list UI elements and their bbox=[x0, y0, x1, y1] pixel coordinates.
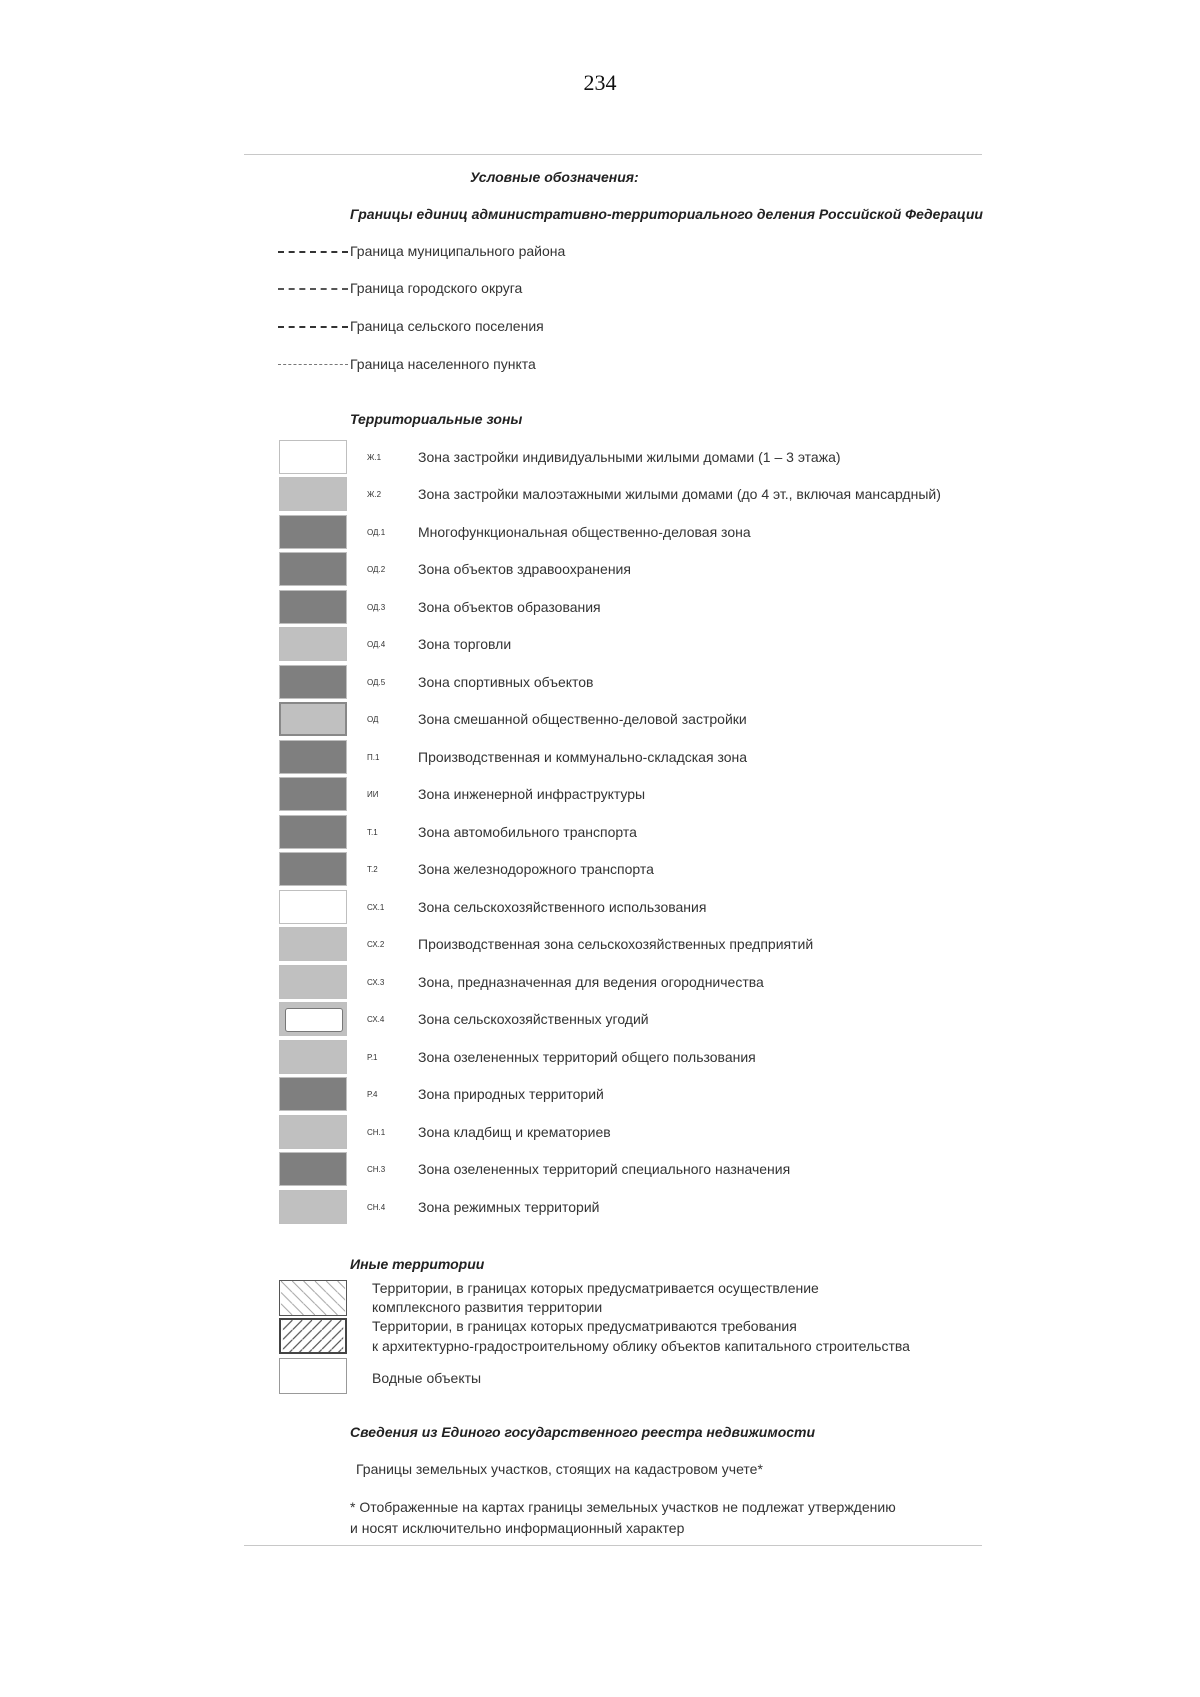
zone-swatch-zh1 bbox=[279, 440, 347, 474]
zone-label-od5: Зона спортивных объектов bbox=[418, 674, 594, 690]
hatch-swatch-complex-development bbox=[279, 1280, 347, 1316]
zone-label-ii: Зона инженерной инфраструктуры bbox=[418, 786, 646, 802]
other-label-1-line1: Территории, в границах которых предусматривается осуществление bbox=[372, 1280, 819, 1296]
zone-swatch-sh3 bbox=[279, 965, 347, 999]
zone-label-sh1: Зона сельскохозяйственного использования bbox=[418, 899, 707, 915]
zone-code-ii: ИИ bbox=[367, 790, 379, 799]
zone-code-od: ОД bbox=[367, 715, 379, 724]
boundaries-heading: Границы единиц административно-территориального деления Российской Федерации bbox=[350, 206, 983, 222]
zone-code-sn4: СН.4 bbox=[367, 1203, 386, 1212]
zone-label-sh4: Зона сельскохозяйственных угодий bbox=[418, 1011, 649, 1027]
other-label-2-line2: к архитектурно-градостроительному облику объектов капитального строительства bbox=[372, 1338, 910, 1354]
zone-label-r4: Зона природных территорий bbox=[418, 1086, 604, 1102]
boundary-line-city bbox=[278, 288, 348, 290]
bottom-divider bbox=[244, 1545, 982, 1546]
water-swatch bbox=[279, 1358, 347, 1394]
zone-label-od3: Зона объектов образования bbox=[418, 599, 601, 615]
zone-code-od1: ОД.1 bbox=[367, 528, 386, 537]
zone-label-od4: Зона торговли bbox=[418, 636, 512, 652]
zone-code-r4: Р.4 bbox=[367, 1090, 378, 1099]
zone-swatch-od5 bbox=[279, 665, 347, 699]
zone-swatch-sh1 bbox=[279, 890, 347, 924]
zone-code-od2: ОД.2 bbox=[367, 565, 386, 574]
footnote-line1: * Отображенные на картах границы земельных участков не подлежат утверждению bbox=[350, 1499, 896, 1515]
other-label-1-line2: комплексного развития территории bbox=[372, 1299, 603, 1315]
zone-code-sh1: СХ.1 bbox=[367, 903, 385, 912]
zone-swatch-sh2 bbox=[279, 927, 347, 961]
zone-swatch-sn3 bbox=[279, 1152, 347, 1186]
zone-label-od2: Зона объектов здравоохранения bbox=[418, 561, 631, 577]
zone-label-od1: Многофункциональная общественно-деловая зона bbox=[418, 524, 751, 540]
zone-label-sn1: Зона кладбищ и крематориев bbox=[418, 1124, 611, 1140]
zone-code-sn3: СН.3 bbox=[367, 1165, 386, 1174]
top-divider bbox=[244, 154, 982, 155]
zone-swatch-r4 bbox=[279, 1077, 347, 1111]
zone-code-sn1: СН.1 bbox=[367, 1128, 386, 1137]
zone-swatch-od3 bbox=[279, 590, 347, 624]
zone-code-od4: ОД.4 bbox=[367, 640, 386, 649]
zone-swatch-od1 bbox=[279, 515, 347, 549]
boundary-label-rural: Граница сельского поселения bbox=[350, 318, 544, 334]
footnote-line2: и носят исключительно информационный характер bbox=[350, 1520, 685, 1536]
egrn-item: Границы земельных участков, стоящих на кадастровом учете* bbox=[356, 1461, 763, 1477]
zone-code-sh3: СХ.3 bbox=[367, 978, 385, 987]
other-heading: Иные территории bbox=[350, 1256, 485, 1272]
zone-swatch-od2 bbox=[279, 552, 347, 586]
zone-swatch-r1 bbox=[279, 1040, 347, 1074]
zone-code-t2: Т.2 bbox=[367, 865, 378, 874]
boundary-label-municipal: Граница муниципального района bbox=[350, 243, 566, 259]
egrn-heading: Сведения из Единого государственного реестра недвижимости bbox=[350, 1424, 816, 1440]
boundary-label-settlement: Граница населенного пункта bbox=[350, 356, 536, 372]
zone-code-sh2: СХ.2 bbox=[367, 940, 385, 949]
zone-code-sh4: СХ.4 bbox=[367, 1015, 385, 1024]
zone-swatch-p1 bbox=[279, 740, 347, 774]
other-label-2-line1: Территории, в границах которых предусматриваются требования bbox=[372, 1318, 797, 1334]
zone-swatch-od4 bbox=[279, 627, 347, 661]
zone-code-od3: ОД.3 bbox=[367, 603, 386, 612]
zone-label-p1: Производственная и коммунально-складская зона bbox=[418, 749, 748, 765]
boundary-line-rural bbox=[278, 326, 348, 328]
zone-swatch-sn4 bbox=[279, 1190, 347, 1224]
zone-swatch-zh2 bbox=[279, 477, 347, 511]
zone-code-p1: П.1 bbox=[367, 753, 380, 762]
zone-swatch-t1 bbox=[279, 815, 347, 849]
zone-label-sh2: Производственная зона сельскохозяйственных предприятий bbox=[418, 936, 814, 952]
zones-heading: Территориальные зоны bbox=[350, 411, 523, 427]
zone-label-r1: Зона озелененных территорий общего пользования bbox=[418, 1049, 756, 1065]
zone-code-r1: Р.1 bbox=[367, 1053, 378, 1062]
zone-code-od5: ОД.5 bbox=[367, 678, 386, 687]
zone-swatch-t2 bbox=[279, 852, 347, 886]
zone-swatch-sh4 bbox=[279, 1002, 347, 1036]
legend-title: Условные обозначения: bbox=[470, 169, 639, 185]
zone-code-t1: Т.1 bbox=[367, 828, 378, 837]
zone-label-sn4: Зона режимных территорий bbox=[418, 1199, 600, 1215]
zone-swatch-ii bbox=[279, 777, 347, 811]
zone-swatch-od bbox=[279, 702, 347, 736]
boundary-line-municipal bbox=[278, 251, 348, 253]
zone-label-t1: Зона автомобильного транспорта bbox=[418, 824, 637, 840]
zone-label-sh3: Зона, предназначенная для ведения огородничества bbox=[418, 974, 764, 990]
boundary-line-settlement bbox=[278, 364, 348, 365]
zone-swatch-sh4-inner bbox=[285, 1008, 343, 1032]
zone-label-zh2: Зона застройки малоэтажными жилыми домами (до 4 эт., включая мансардный) bbox=[418, 486, 941, 502]
other-label-3: Водные объекты bbox=[372, 1370, 482, 1386]
zone-label-od: Зона смешанной общественно-деловой застройки bbox=[418, 711, 747, 727]
zone-code-zh1: Ж.1 bbox=[367, 453, 382, 462]
boundary-label-city: Граница городского округа bbox=[350, 280, 523, 296]
hatch-swatch-architectural-requirements bbox=[279, 1318, 347, 1354]
zone-code-zh2: Ж.2 bbox=[367, 490, 382, 499]
zone-label-sn3: Зона озелененных территорий специального назначения bbox=[418, 1161, 791, 1177]
zone-label-t2: Зона железнодорожного транспорта bbox=[418, 861, 654, 877]
zone-swatch-sn1 bbox=[279, 1115, 347, 1149]
page-number: 234 bbox=[583, 70, 617, 95]
zone-label-zh1: Зона застройки индивидуальными жилыми домами (1 – 3 этажа) bbox=[418, 449, 841, 465]
